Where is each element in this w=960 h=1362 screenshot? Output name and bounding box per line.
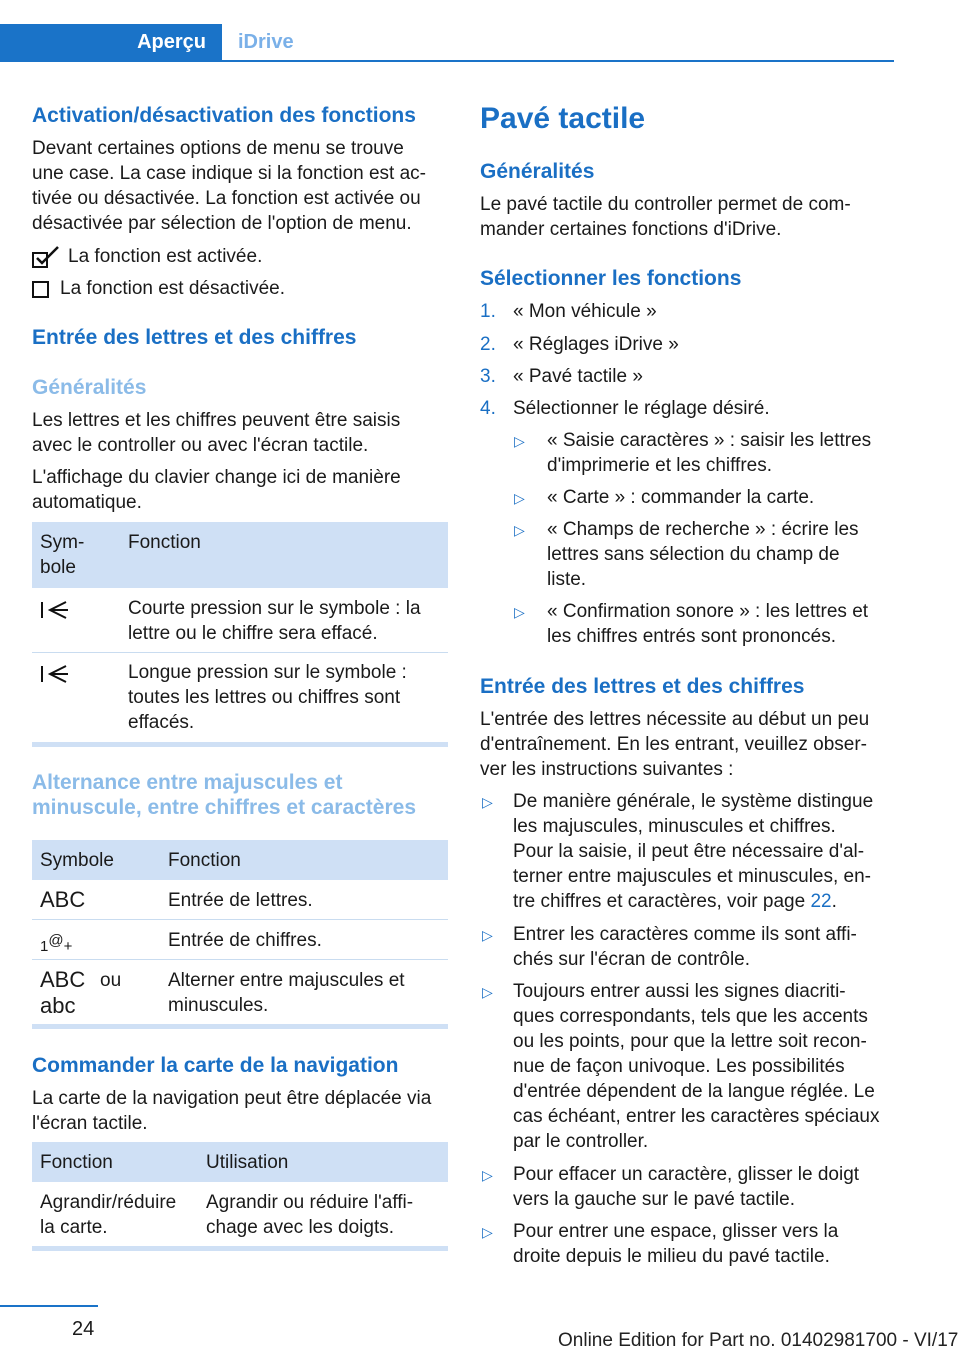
footer-rule bbox=[0, 1305, 98, 1307]
select-title: Sélectionner les fonctions bbox=[480, 267, 742, 290]
row2-line-3: effacés. bbox=[128, 712, 195, 733]
abc-lower-symbol: abc bbox=[40, 993, 76, 1018]
b5-line-2: droite depuis le milieu du pavé tactile. bbox=[513, 1246, 830, 1267]
right-generalites-title: Généralités bbox=[480, 160, 595, 183]
sym-plus: + bbox=[63, 938, 73, 955]
sym-at: @ bbox=[48, 932, 64, 949]
checkbox-empty-icon bbox=[32, 280, 52, 298]
b2-line-2: chés sur l'écran de contrôle. bbox=[513, 949, 751, 970]
checkbox-checked-icon bbox=[32, 246, 62, 268]
b3-line-5: d'entrée dépendent de la langue réglée. Le bbox=[513, 1081, 875, 1102]
page-ref-suffix: . bbox=[831, 891, 837, 912]
sym-1: 1 bbox=[40, 938, 49, 955]
bullet-triangle-icon: ▷ bbox=[482, 794, 493, 810]
right-entry-line-1: L'entrée des lettres nécessite au début un peu bbox=[480, 709, 870, 730]
b1-line-2: les majuscules, minuscules et chiffres. bbox=[513, 816, 836, 837]
step-text-2: « Réglages iDrive » bbox=[513, 334, 679, 355]
row-divider bbox=[32, 959, 448, 960]
b2-line-1: Entrer les caractères comme ils sont affi- bbox=[513, 924, 857, 945]
head-utilisation: Utilisation bbox=[206, 1152, 289, 1173]
row-divider bbox=[32, 652, 448, 653]
activation-line-4: désactivée par sélection de l'option de menu. bbox=[32, 213, 412, 234]
activation-title: Activation/désactivation des fonctions bbox=[32, 104, 416, 127]
right-gen-line-1: Le pavé tactile du controller permet de com- bbox=[480, 194, 851, 215]
sub1-line-1: « Saisie caractères » : saisir les lettres bbox=[547, 430, 872, 451]
bullet-triangle-icon: ▷ bbox=[482, 1224, 493, 1240]
right-gen-line-2: mander certaines fonctions d'iDrive. bbox=[480, 219, 782, 240]
sub3-line-1: « Champs de recherche » : écrire les bbox=[547, 519, 859, 540]
abc-upper-symbol: ABC bbox=[40, 887, 86, 912]
func-letters: Entrée de lettres. bbox=[168, 890, 313, 911]
sub4-line-2: les chiffres entrés sont prononcés. bbox=[547, 626, 837, 647]
activation-line-1: Devant certaines options de menu se trouve bbox=[32, 138, 404, 159]
activation-line-3: tivée ou désactivée. La fonction est activée ou bbox=[32, 188, 421, 209]
or-text: ou bbox=[100, 970, 122, 991]
row2-line-2: toutes les lettres ou chiffres sont bbox=[128, 687, 401, 708]
generalites-title: Généralités bbox=[32, 376, 147, 399]
step-num-2: 2. bbox=[480, 334, 496, 355]
bullet-triangle-icon: ▷ bbox=[514, 604, 525, 620]
step-num-3: 3. bbox=[480, 366, 496, 387]
sub1-line-2: d'imprimerie et les chiffres. bbox=[547, 455, 773, 476]
entry-title: Entrée des lettres et des chiffres bbox=[32, 326, 357, 349]
cell-a-2: la carte. bbox=[40, 1217, 108, 1238]
numbers-symbol bbox=[40, 928, 72, 959]
unchecked-label: La fonction est désactivée. bbox=[60, 278, 285, 299]
head-fonction: Fonction bbox=[168, 850, 241, 871]
map-line-2: l'écran tactile. bbox=[32, 1113, 148, 1134]
b1-line-5-text: tre chiffres et caractères, voir page bbox=[513, 891, 806, 912]
b5-line-1: Pour entrer une espace, glisser vers la bbox=[513, 1221, 839, 1242]
activation-line-2: une case. La case indique si la fonction est ac- bbox=[32, 163, 426, 184]
b3-line-1: Toujours entrer aussi les signes diacriti- bbox=[513, 981, 846, 1002]
sub3-line-2: lettres sans sélection du champ de bbox=[547, 544, 840, 565]
sub4-line-1: « Confirmation sonore » : les lettres et bbox=[547, 601, 869, 622]
cell-b-2: chage avec les doigts. bbox=[206, 1217, 395, 1238]
bullet-triangle-icon: ▷ bbox=[482, 1167, 493, 1183]
table-end bbox=[32, 1024, 448, 1029]
right-entry-line-2: d'entraînement. En les entrant, veuillez obser- bbox=[480, 734, 868, 755]
abc-upper-symbol: ABC bbox=[40, 967, 86, 992]
sub3-line-3: liste. bbox=[547, 569, 587, 590]
bullet-triangle-icon: ▷ bbox=[482, 984, 493, 1000]
row1-line-1: Courte pression sur le symbole : la bbox=[128, 598, 421, 619]
alternance-title-1: Alternance entre majuscules et bbox=[32, 771, 343, 794]
row2-line-1: Longue pression sur le symbole : bbox=[128, 662, 407, 683]
b4-line-2: vers la gauche sur le pavé tactile. bbox=[513, 1189, 795, 1210]
head-sym-1: Sym- bbox=[40, 532, 85, 553]
backspace-icon bbox=[40, 664, 70, 684]
b4-line-1: Pour effacer un caractère, glisser le doigt bbox=[513, 1164, 860, 1185]
func-toggle-1: Alterner entre majuscules et bbox=[168, 970, 405, 991]
step-num-4: 4. bbox=[480, 398, 496, 419]
backspace-icon bbox=[40, 600, 70, 620]
bullet-triangle-icon: ▷ bbox=[514, 490, 525, 506]
b1-line-5 bbox=[513, 889, 837, 914]
func-numbers: Entrée de chiffres. bbox=[168, 930, 322, 951]
row1-line-2: lettre ou le chiffre sera effacé. bbox=[128, 623, 378, 644]
checked-label: La fonction est activée. bbox=[68, 246, 263, 267]
head-sym-2: bole bbox=[40, 557, 76, 578]
step-text-4: Sélectionner le réglage désiré. bbox=[513, 398, 770, 419]
row-divider bbox=[32, 919, 448, 920]
b3-line-7: par le controller. bbox=[513, 1131, 649, 1152]
bullet-triangle-icon: ▷ bbox=[514, 522, 525, 538]
func-toggle-2: minuscules. bbox=[168, 995, 269, 1016]
step-text-1: « Mon véhicule » bbox=[513, 301, 657, 322]
page-ref-link[interactable]: 22 bbox=[810, 891, 832, 912]
head-symbole: Symbole bbox=[40, 850, 114, 871]
right-entry-title: Entrée des lettres et des chiffres bbox=[480, 675, 805, 698]
map-line-1: La carte de la navigation peut être déplacée via bbox=[32, 1088, 432, 1109]
alternance-title-2: minuscule, entre chiffres et caractères bbox=[32, 796, 417, 819]
b3-line-3: ou les points, pour que la lettre soit recon- bbox=[513, 1031, 867, 1052]
table-end bbox=[32, 1246, 448, 1251]
b3-line-4: nue de façon univoque. Les possibilités bbox=[513, 1056, 845, 1077]
bullet-triangle-icon: ▷ bbox=[514, 433, 525, 449]
step-num-1: 1. bbox=[480, 301, 496, 322]
b1-line-4: terner entre majuscules et minuscules, en- bbox=[513, 866, 871, 887]
keyboard-line-1: L'affichage du clavier change ici de manière bbox=[32, 467, 401, 488]
page-number: 24 bbox=[72, 1318, 95, 1340]
right-entry-line-3: ver les instructions suivantes : bbox=[480, 759, 734, 780]
bullet-triangle-icon: ▷ bbox=[482, 927, 493, 943]
b1-line-1: De manière générale, le système distingue bbox=[513, 791, 874, 812]
header-bar bbox=[0, 24, 894, 62]
table-header bbox=[32, 522, 448, 588]
b1-line-3: Pour la saisie, il peut être nécessaire d'al- bbox=[513, 841, 865, 862]
cell-b-1: Agrandir ou réduire l'affi- bbox=[206, 1192, 414, 1213]
head-fonction: Fonction bbox=[40, 1152, 113, 1173]
table-end bbox=[32, 742, 448, 747]
keyboard-line-2: automatique. bbox=[32, 492, 142, 513]
sub2-line-1: « Carte » : commander la carte. bbox=[547, 487, 815, 508]
gen-line-1: Les lettres et les chiffres peuvent être saisis bbox=[32, 410, 401, 431]
tab-idrive[interactable]: iDrive bbox=[238, 31, 294, 53]
cell-a-1: Agrandir/réduire bbox=[40, 1192, 177, 1213]
b3-line-6: cas échéant, entrer les caractères spéciaux bbox=[513, 1106, 880, 1127]
head-func: Fonction bbox=[128, 532, 201, 553]
tab-apercu[interactable]: Aperçu bbox=[0, 24, 222, 61]
touchpad-title: Pavé tactile bbox=[480, 102, 646, 135]
map-title: Commander la carte de la navigation bbox=[32, 1054, 399, 1077]
gen-line-2: avec le controller ou avec l'écran tactile. bbox=[32, 435, 369, 456]
edition-text: Online Edition for Part no. 01402981700 - VI/17 bbox=[558, 1330, 959, 1351]
step-text-3: « Pavé tactile » bbox=[513, 366, 643, 387]
b3-line-2: ques correspondants, tels que les accents bbox=[513, 1006, 868, 1027]
